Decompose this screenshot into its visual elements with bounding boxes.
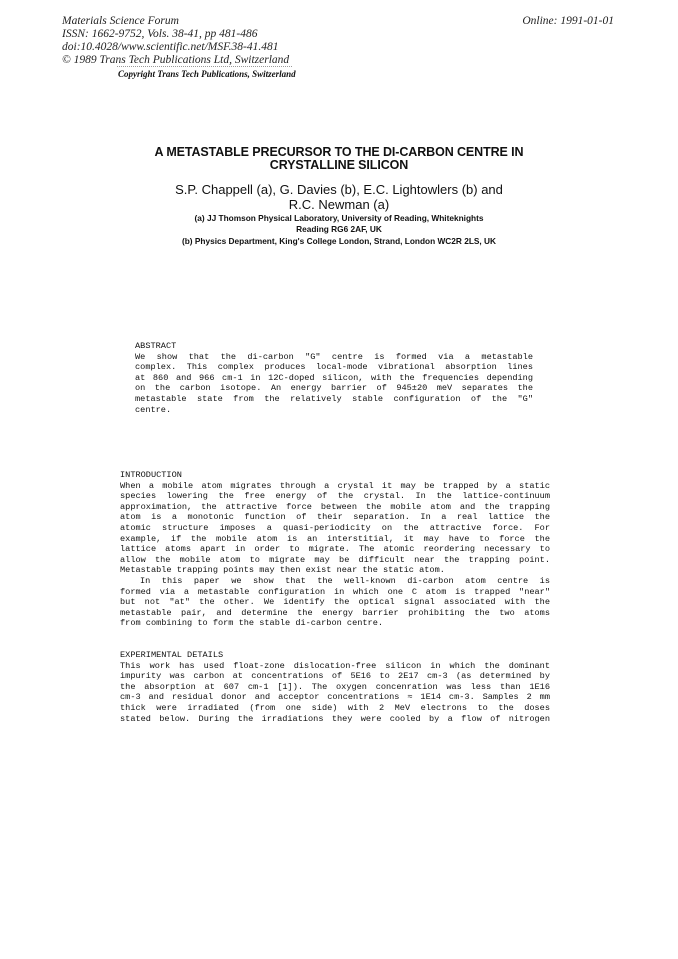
abstract-heading: ABSTRACT — [135, 341, 177, 351]
intro-line: species lowering the free energy of the crystal. In the lattice-continuum — [120, 491, 550, 502]
abstract-line: metastable state from the relatively stable configuration of the "G" — [135, 393, 533, 404]
intro-line: approximation, the attractive force between the mobile atom and the trapping — [120, 501, 550, 512]
experimental-section — [120, 650, 550, 724]
introduction-section — [120, 470, 550, 629]
journal-name: Materials Science Forum — [62, 15, 179, 27]
intro-line: lattice atoms apart in order to migrate. The atomic reordering necessary to — [120, 544, 550, 555]
intro-line: metastable pair, and determine the energy barrier prohibiting the two atoms — [120, 607, 550, 618]
intro-line: but not "at" the other. We identify the optical signal associated with the — [120, 597, 550, 608]
intro-line: example, if the mobile atom is an interstitial, it may have to force the — [120, 533, 550, 544]
experimental-line: thick were irradiated (from one side) with 2 MeV electrons to the doses — [120, 702, 550, 713]
authors — [110, 183, 568, 212]
experimental-line: the absorption at 607 cm-1 [1]). The oxygen concenration was less than 1E16 — [120, 681, 550, 692]
journal-header — [62, 15, 289, 67]
affiliation-b-line-1: (b) Physics Department, King's College London, Strand, London WC2R 2LS, UK — [181, 236, 497, 246]
affiliation-b — [100, 236, 578, 247]
issn-line: ISSN: 1662-9752, Vols. 38-41, pp 481-486 — [62, 28, 258, 40]
abstract-line: complex. This complex produces local-mode vibrational absorption lines — [135, 362, 533, 373]
title-line-2: CRYSTALLINE SILICON — [269, 158, 409, 172]
abstract-line: centre. — [135, 404, 172, 415]
experimental-line: impurity was carbon at concentrations of 5E16 to 2E17 cm-3 (as determined by — [120, 671, 550, 682]
doi-line: doi:10.4028/www.scientific.net/MSF.38-41.481 — [62, 41, 279, 53]
experimental-heading: EXPERIMENTAL DETAILS — [120, 650, 224, 660]
experimental-line: This work has used float-zone dislocation-free silicon in which the dominant — [120, 660, 550, 671]
intro-line: In this paper we show that the well-known di-carbon atom centre is — [140, 575, 550, 586]
online-date: Online: 1991-01-01 — [522, 15, 614, 27]
intro-line: formed via a metastable configuration in which one C atom is trapped "near" — [120, 586, 550, 597]
abstract-line: We show that the di-carbon "G" centre is formed via a metastable — [135, 351, 533, 362]
abstract-line: at 860 and 966 cm-1 in 12C-doped silicon, with the frequencies depending — [135, 372, 533, 383]
intro-line: atomic structure imposes a quasi-periodicity on the attractive force. For — [120, 522, 550, 533]
experimental-line: stated below. During the irradiations they were cooled by a flow of nitrogen — [120, 713, 550, 724]
publisher-stamp: Copyright Trans Tech Publications, Switzerland — [118, 69, 296, 79]
abstract-line: on the carbon isotope. An energy barrier of 945±20 meV separates the — [135, 383, 533, 394]
title-line-1: A METASTABLE PRECURSOR TO THE DI-CARBON CENTRE IN — [154, 145, 524, 159]
affiliation-a — [100, 213, 578, 235]
authors-line-1: S.P. Chappell (a), G. Davies (b), E.C. Lightowlers (b) and — [175, 182, 503, 197]
intro-line: atom is a monotonic function of their separation. In a real lattice the — [120, 512, 550, 523]
intro-line: When a mobile atom migrates through a crystal it may be trapped by a static — [120, 480, 550, 491]
affiliation-a-line-2: Reading RG6 2AF, UK — [296, 224, 382, 234]
paper-title — [100, 146, 578, 172]
intro-line: Metastable trapping points may then exist near the static atom. — [120, 565, 445, 576]
copyright-line: © 1989 Trans Tech Publications Ltd, Switzerland — [62, 54, 290, 66]
affiliation-a-line-1: (a) JJ Thomson Physical Laboratory, University of Reading, Whiteknights — [194, 213, 484, 223]
experimental-line: cm-3 and residual donor and acceptor concentrations ≈ 1E14 cm-3. Samples 2 mm — [120, 692, 550, 703]
authors-line-2: R.C. Newman (a) — [288, 196, 390, 212]
intro-line: allow the mobile atom to migrate may be difficult near the trapping point. — [120, 554, 550, 565]
introduction-heading: INTRODUCTION — [120, 470, 182, 480]
stamp-divider — [117, 66, 292, 67]
abstract-section — [135, 341, 533, 415]
intro-line: from combining to form the stable di-carbon centre. — [120, 618, 384, 629]
